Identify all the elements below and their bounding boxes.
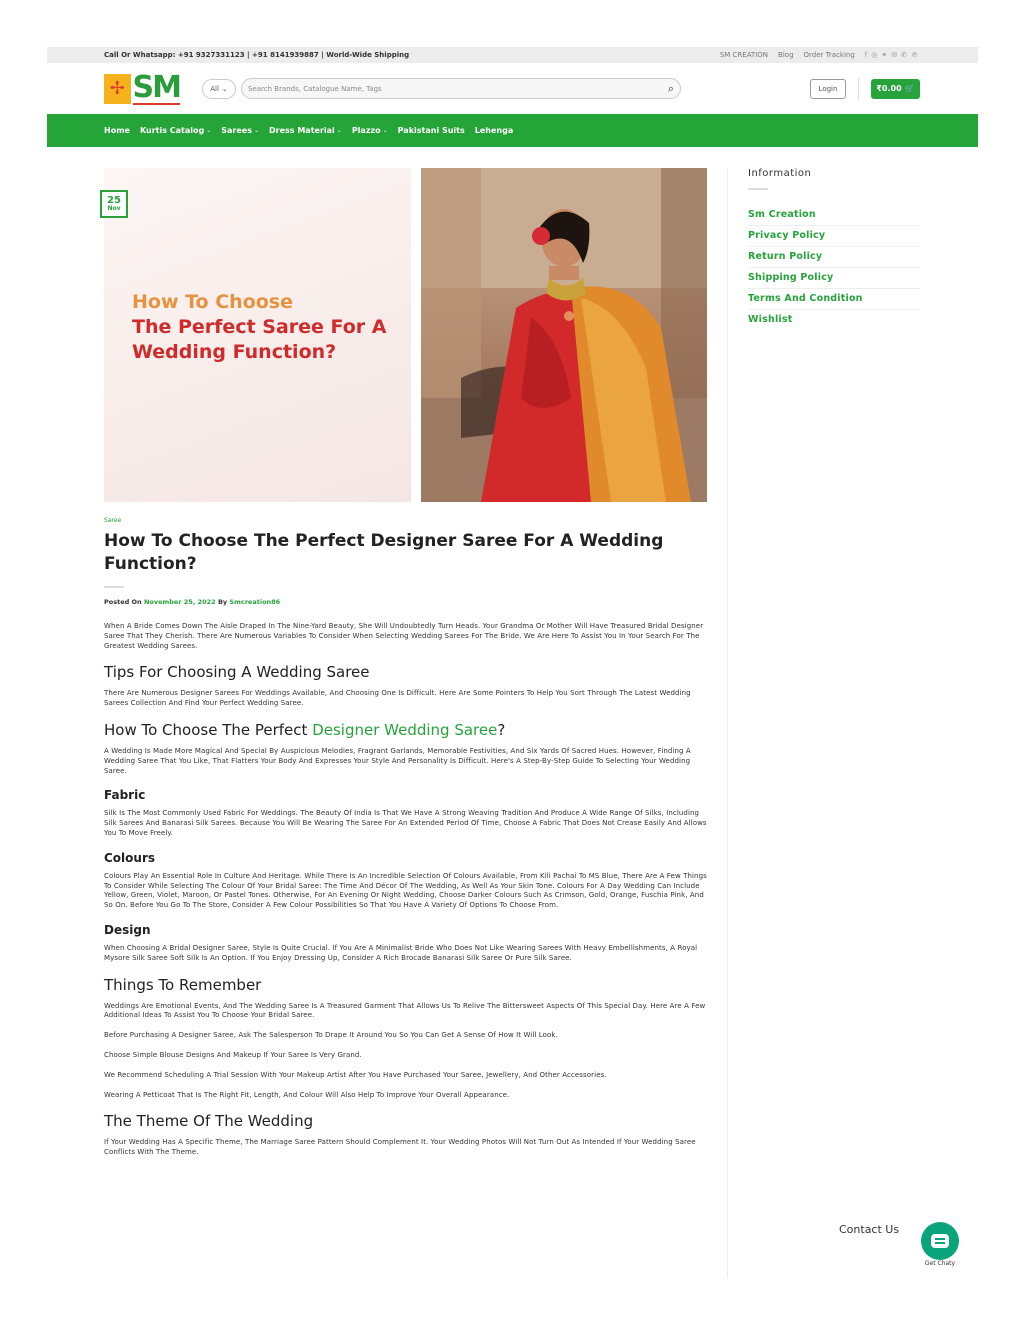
sidebar-links [748,205,920,330]
search-category-value: All [210,84,219,93]
nav-label: Plazzo [351,126,381,135]
saree-model-illustration [421,168,707,502]
remember-paragraph-2: Before Purchasing A Designer Saree, Ask The Salesperson To Drape It Around You So You Can Get A Sense Of How It Will Look. [104,1031,558,1040]
sidebar-link-privacy-policy[interactable]: Privacy Policy [748,226,920,247]
login-button[interactable]: Login [810,79,846,99]
top-link-blog[interactable]: Blog [778,51,794,59]
author-link[interactable]: Smcreation86 [229,598,281,606]
choose-paragraph: A Wedding Is Made More Magical And Special By Auspicious Melodies, Fragrant Garlands, Memorable Festivities, And Six Yards Of Sacred Hues. However, Finding A Wedding Saree That You Like, That Flatters Your Body And Expresses Your Style And Personality Is Difficult. Here's A Step-By-Step Guide To Selecting Your Wedding Saree. [104,746,691,775]
post-date-link[interactable]: November 25, 2022 [143,598,216,606]
hero-title-line3: Wedding Function? [132,341,337,363]
cart-total: ₹0.00 [876,84,902,93]
fabric-paragraph: Silk Is The Most Commonly Used Fabric For Weddings. The Beauty Of India Is That We Have A Strong Weaving Tradition And Produce A Wide Range Of Silks, Including Silk Sarees And Banarasi Silk Sarees. Because You Will Be Wearing The Saree For An Extended Period Of Time, Choose A Fabric That Does Not Crease Easily And Allows You To Move Freely. [104,809,707,837]
heading-text: How To Choose The Perfect [104,720,313,739]
nav-label: Lehenga [474,126,514,135]
hero-title [132,290,387,365]
posted-on-label: Posted On [104,598,142,606]
heading-things-to-remember: Things To Remember [104,975,262,994]
search-input[interactable] [241,78,681,99]
top-links [720,51,918,59]
contact-info: Call Or Whatsapp: +91 9327331123 | +91 8141939887 | World-Wide Shipping [104,51,410,59]
nav-item-pakistani-suits[interactable] [398,126,465,135]
search-icon[interactable]: ⌕ [667,81,674,95]
heading-fabric: Fabric [104,788,146,803]
post-meta [104,598,708,606]
heading-text-end: ? [497,720,506,739]
sidebar-title-divider [748,188,768,190]
category-link[interactable]: Saree [104,517,122,524]
facebook-icon[interactable]: f [864,51,868,59]
designer-wedding-saree-link[interactable]: Designer Wedding Saree [312,720,498,739]
heading-how-to-choose [104,721,708,739]
heading-theme: The Theme Of The Wedding [104,1112,314,1131]
sidebar-link-sm-creation[interactable]: Sm Creation [748,205,920,226]
nav-label: Home [104,126,130,135]
instagram-icon[interactable]: ◎ [871,51,878,59]
chat-widget-label: Get Chaty [924,1260,956,1267]
top-bar [47,47,978,63]
remember-paragraph-5: Wearing A Petticoat That Is The Right Fit, Length, And Colour Will Also Help To Improve Your Overall Appearance. [104,1090,510,1099]
site-header [47,63,978,114]
by-label: By [217,598,228,606]
chevron-down-icon: ⌄ [336,127,342,134]
page-frame [47,47,978,1279]
chevron-down-icon: ⌄ [382,127,388,134]
tips-paragraph: There Are Numerous Designer Sarees For Weddings Available, And Choosing One Is Difficult. Here Are Some Pointers To Help You Sort Through The Latest Wedding Sarees Collection And Find Your Perfect Wedding Saree. [104,689,691,708]
chevron-down-icon: ⌄ [253,127,260,134]
email-icon[interactable]: ✉ [891,51,898,59]
phone-icon[interactable]: ✆ [901,51,907,59]
nav-item-kurtis-catalog[interactable] [140,126,211,135]
sidebar-title: Information [748,168,812,179]
sidebar-link-wishlist[interactable]: Wishlist [748,314,793,325]
top-link-order-tracking[interactable]: Order Tracking [803,51,855,59]
nav-label: Dress Material [269,126,335,135]
site-logo[interactable] [104,69,180,106]
hero-gap [411,168,421,502]
heading-design: Design [104,922,151,937]
remember-paragraph-4: We Recommend Scheduling A Trial Session With Your Makeup Artist After You Have Purchased Your Saree, Jewellery, And Other Accessories. [104,1070,607,1079]
remember-paragraph-3: Choose Simple Blouse Designs And Makeup If Your Saree Is Very Grand. [104,1050,362,1059]
chevron-down-icon: ⌄ [206,127,212,134]
design-paragraph: When Choosing A Bridal Designer Saree, Style Is Quite Crucial. If You Are A Minimalist Bride Who Does Not Like Wearing Sarees With Heavy Embellishments, A Royal Mysore Silk Saree Soft Silk Is An Option. If You Enjoy Dressing Up, Consider A Rich Brocade Banarasi Silk Saree Or Pure Silk Saree. [104,943,698,962]
social-icons [865,51,918,59]
heading-tips: Tips For Choosing A Wedding Saree [104,663,370,682]
cart-icon: 🛒 [904,84,915,93]
date-badge [100,190,128,218]
hero-photo [421,168,707,502]
contact-us-label[interactable]: Contact Us [839,1223,900,1236]
chat-widget-button[interactable] [921,1222,959,1260]
search-category-select[interactable] [202,79,236,99]
twitter-icon[interactable]: ✦ [881,51,888,59]
dragonfly-logo-icon: ✢ [104,74,131,104]
theme-paragraph: If Your Wedding Has A Specific Theme, The Marriage Saree Pattern Should Complement It. Your Wedding Photos Will Not Turn Out As Intended If Your Wedding Saree Conflicts With The Theme. [104,1138,696,1157]
featured-image[interactable] [104,168,707,502]
heading-colours: Colours [104,850,156,865]
post-title: How To Choose The Perfect Designer Saree For A Wedding Function? [104,531,664,574]
nav-label: Kurtis Catalog [139,126,205,135]
hero-text-panel [104,168,411,502]
cart-button[interactable] [871,79,920,99]
nav-label: Pakistani Suits [397,126,465,135]
hero-title-line1: How To Choose [132,291,293,313]
nav-item-sarees[interactable] [221,126,259,135]
search-placeholder: Search Brands, Catalogue Name, Tags [248,84,382,93]
top-link-sm-creation[interactable]: SM CREATION [719,51,769,59]
header-divider [858,78,859,100]
nav-item-plazzo[interactable] [352,126,388,135]
pinterest-icon[interactable]: ℗ [911,51,918,59]
chevron-down-icon: ⌄ [221,84,228,93]
nav-label: Sarees [221,126,252,135]
sidebar-divider [727,168,728,1278]
hero-title-line2: The Perfect Saree For A [132,316,387,338]
colours-paragraph: Colours Play An Essential Role In Culture And Heritage. While There Is An Incredible Selection Of Colours Available, From Kili Pachai To MS Blue, There Are A Few Things To Consider While Selecting The Colour Of Your Bridal Saree: The Time And Décor Of The Wedding, As Well As Your Skin Tone. Colours For A Day Wedding Can Include Yellow, Green, Violet, Maroon, Or Pastel Tones. Otherwise, For An Evening Or Night Wedding, Choose Darker Colours Such As Crimson, Gold, Orange, Fuschia Pink, And So On. Before You Go To The Store, Consider A Few Colour Possibilities So That You Have A Variety Of Options To Choose From. [104,871,707,910]
logo-text: SM [132,69,180,105]
search-bar [202,78,681,99]
nav-item-dress-material[interactable] [269,126,342,135]
sidebar-link-shipping-policy[interactable]: Shipping Policy [748,268,920,289]
sidebar [748,168,920,330]
sidebar-link-return-policy[interactable]: Return Policy [748,247,920,268]
intro-paragraph: When A Bride Comes Down The Aisle Draped In The Nine-Yard Beauty, She Will Undoubtedly Turn Heads. Your Grandma Or Mother Will Have Treasured Bridal Designer Saree That They Cherish. There Are Numerous Variables To Consider When Selecting Wedding Sarees For The Bride. We Are Here To Assist You In Your Search For The Greatest Wedding Sarees. [104,622,704,650]
remember-paragraph-1: Weddings Are Emotional Events, And The Wedding Saree Is A Treasured Garment That Allows Us To Relive The Bittersweet Aspects Of This Special Day. Here Are A Few Additional Ideas To Assist You To Choose Your Bridal Saree. [104,1001,706,1020]
date-day: 25 [107,195,121,206]
sidebar-link-terms[interactable]: Terms And Condition [748,289,920,310]
nav-item-lehenga[interactable] [475,126,513,135]
article [104,168,708,1158]
title-divider [104,586,124,588]
nav-item-home[interactable] [104,126,130,135]
header-actions [810,78,920,100]
date-month: Nov [107,205,121,212]
main-nav [47,114,978,147]
chat-bubble-icon [931,1234,949,1248]
